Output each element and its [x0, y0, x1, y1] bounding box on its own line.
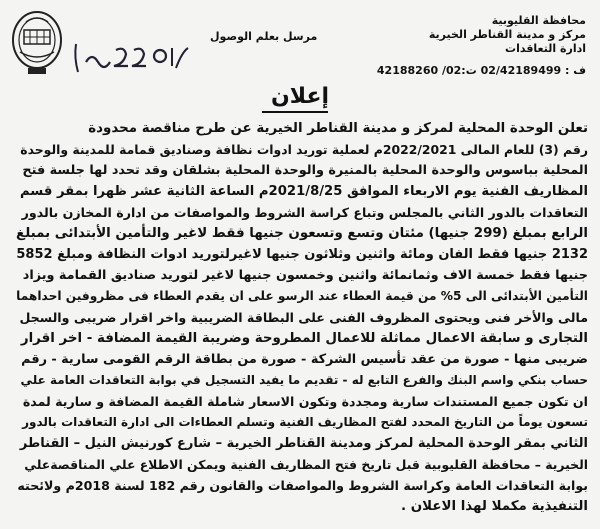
body-line: ان تكون جميع المستندات سارية ومجددة وتكون الاسعار شاملة القيمة المضافة و سارية لمدة	[22, 394, 588, 409]
body-line: تعلن الوحدة المحلية لمركز و مدينة القناطر الخيرية عن طرح مناقصة محدودة	[88, 121, 588, 136]
body-line: التنفيذية مكملا لهذا الاعلان .	[401, 499, 588, 514]
city-council-name: مركز و مدينة القناطر الخيرية	[428, 28, 586, 41]
announcement-title: إعلان	[270, 84, 330, 109]
body-line: مالى والأخر فنى ويحتوى المظروف الفنى على البطاقة الضريبية واخر اقرار ضريبى والسجل	[19, 310, 588, 325]
body-line: جنيها فقط خمسة الاف وثمانمائة واثنين وخمسون جنيها لاغير لتوريد صناديق القمامة ويزاد	[22, 268, 588, 283]
body-line: الرابع بمبلغ (299 جنيها) مئتان وتسع وتسعون جنيها فقط لاغير والتأمين الأبتدائى بمبلغ	[16, 226, 588, 241]
body-line: التجارى و سابقة الاعمال مماثلة للاعمال المطروحة وضريبة القيمة المضافة - اخر اقرار	[20, 331, 588, 346]
body-line: 2132 جنيها فقط الفان ومائة واثنين وثلاثون جنيها لاغيرلتوريد ادوات النظافة ومبلغ 5852	[16, 247, 588, 262]
body-line: التأمين الأبتدائى الى 5% من قيمة العطاء عند الرسو على ان يقدم العطاء فى مظروفين احداهما	[16, 289, 588, 303]
governorate-emblem-icon	[10, 8, 65, 78]
body-line: رقم (3) للعام المالى 2022/2021م لعملية توريد ادوات نظافة وصناديق قمامة للمدينة والوحدة	[20, 142, 588, 157]
department-name: ادارة التعاقدات	[505, 42, 586, 55]
body-line: التعاقدات بالدور الثاني بالمجلس وتباع كراسة الشروط والمواصفات من ادارة المخازن بالدور	[21, 205, 588, 220]
body-line: بوابة التعاقدات العامة وكراسة الشروط والمواصفات والقانون رقم 182 لسنة 2018م ولائحته	[17, 478, 588, 493]
handwritten-number-stamp	[72, 38, 192, 78]
body-line: الخيرية – محافظة القليوبية قبل تاريخ فتح المظاريف الفنية ويمكن الاطلاع علي المناقصةعلي	[24, 457, 588, 472]
body-line: ضريبى منها - صورة من عقد تأسيس الشركة - صورة من بطاقة الرقم القومى سارية - رقم	[21, 352, 588, 367]
body-line: تسعون يوماً من التاريخ المحدد لفتح المظاريف الفنية وتسلم العطاءات الى ادارة التعاقدات بالدور	[22, 415, 588, 429]
phone-fax-line: ف : 02/42189499 ت:02/ 42188260	[376, 64, 586, 77]
body-line: المظاريف الفنية يوم الاربعاء الموافق 2021/8/25م الساعة الثانية عشر ظهرا بمقر قسم	[19, 184, 588, 199]
sender-note: مرسل بعلم الوصول	[210, 30, 318, 43]
title-underline	[262, 111, 328, 113]
body-line: حساب بنكي واسم البنك والفرع التابع له - تقديم ما يفيد التسجيل في بوابة التعاقدات العامة علي	[20, 373, 588, 387]
organization-header	[386, 14, 586, 56]
governorate-name: محافظة القليوبية	[491, 14, 586, 27]
body-line: الثاني بمقر الوحدة المحلية لمركز ومدينة القناطر الخيرية – شارع كورنيش النيل – القناطر	[19, 436, 588, 451]
announcement-body	[16, 118, 588, 517]
body-line: المحلية بباسوس والوحدة المحلية بالمنيرة والوحدة المحلية بشلقان وقد تحدد لها جلسة فتح	[22, 163, 588, 178]
